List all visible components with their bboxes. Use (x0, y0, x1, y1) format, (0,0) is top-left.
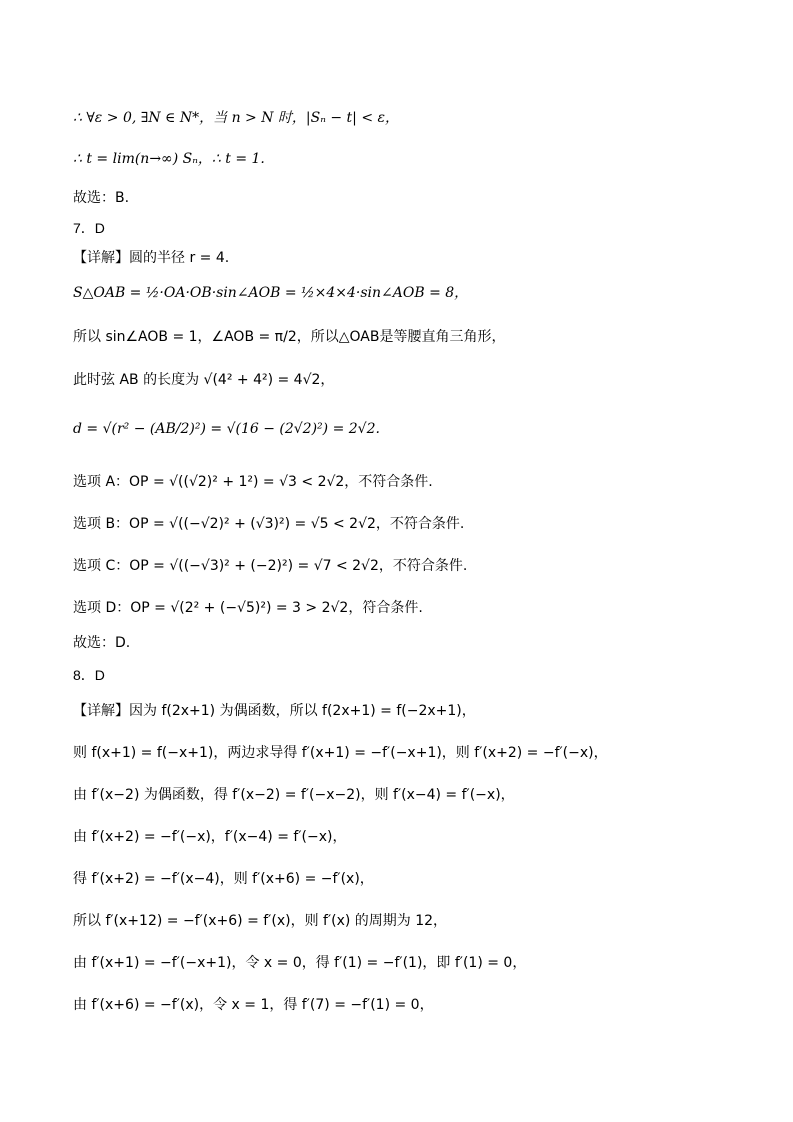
solution-line-2: ∴ t = lim(n→∞) Sₙ，∴ t = 1. (73, 151, 265, 167)
solution-line-5: 所以 sin∠AOB = 1，∠AOB = π/2，所以△OAB是等腰直角三角形， (73, 329, 506, 345)
solution-line-12: 得 f′(x+2) = −f′(x−4)，则 f′(x+6) = −f′(x)， (73, 871, 374, 887)
solution-line-6: 此时弦 AB 的长度为 √(4² + 4²) = 4√2， (73, 372, 335, 388)
solution-line-10: 由 f′(x−2) 为偶函数，得 f′(x−2) = f′(−x−2)，则 f′(x−4) = f′(−x)， (73, 787, 515, 803)
question-7-heading: 7．D (73, 220, 105, 236)
solution-line-4: S△OAB = ½·OA·OB·sin∠AOB = ½×4×4·sin∠AOB = 8， (73, 285, 469, 301)
question-8-heading: 8．D (73, 667, 105, 683)
solution-line-11: 由 f′(x+2) = −f′(−x)，f′(x−4) = f′(−x)， (73, 829, 347, 845)
solution-line-14: 由 f′(x+1) = −f′(−x+1)，令 x = 0，得 f′(1) = −f′(1)，即 f′(1) = 0， (73, 955, 527, 971)
solution-line-15: 由 f′(x+6) = −f′(x)，令 x = 1，得 f′(7) = −f′(1) = 0， (73, 997, 434, 1013)
option-c-line: 选项 C：OP = √((−√3)² + (−2)²) = √7 < 2√2，不符合条件. (73, 558, 468, 574)
answer-line-b: 故选：B. (73, 190, 130, 206)
solution-line-9: 则 f(x+1) = f(−x+1)，两边求导得 f′(x+1) = −f′(−x+1)，则 f′(x+2) = −f′(−x)， (73, 745, 608, 761)
solution-line-1: ∴ ∀ε > 0, ∃N ∈ N*，当 n > N 时，|Sₙ − t| < ε， (73, 110, 400, 126)
solution-line-8: 【详解】因为 f(2x+1) 为偶函数，所以 f(2x+1) = f(−2x+1)， (73, 703, 476, 719)
solution-line-3: 【详解】圆的半径 r = 4. (73, 250, 230, 266)
option-b-line: 选项 B：OP = √((−√2)² + (√3)²) = √5 < 2√2，不符合条件. (73, 516, 465, 532)
solution-line-7: d = √(r² − (AB/2)²) = √(16 − (2√2)²) = 2√2. (73, 421, 380, 437)
option-a-line: 选项 A：OP = √((√2)² + 1²) = √3 < 2√2，不符合条件. (73, 474, 433, 490)
answer-line-d: 故选：D. (73, 635, 131, 651)
option-d-line: 选项 D：OP = √(2² + (−√5)²) = 3 > 2√2，符合条件. (73, 600, 423, 616)
solution-line-13: 所以 f′(x+12) = −f′(x+6) = f′(x)，则 f′(x) 的周期为 12， (73, 913, 448, 929)
